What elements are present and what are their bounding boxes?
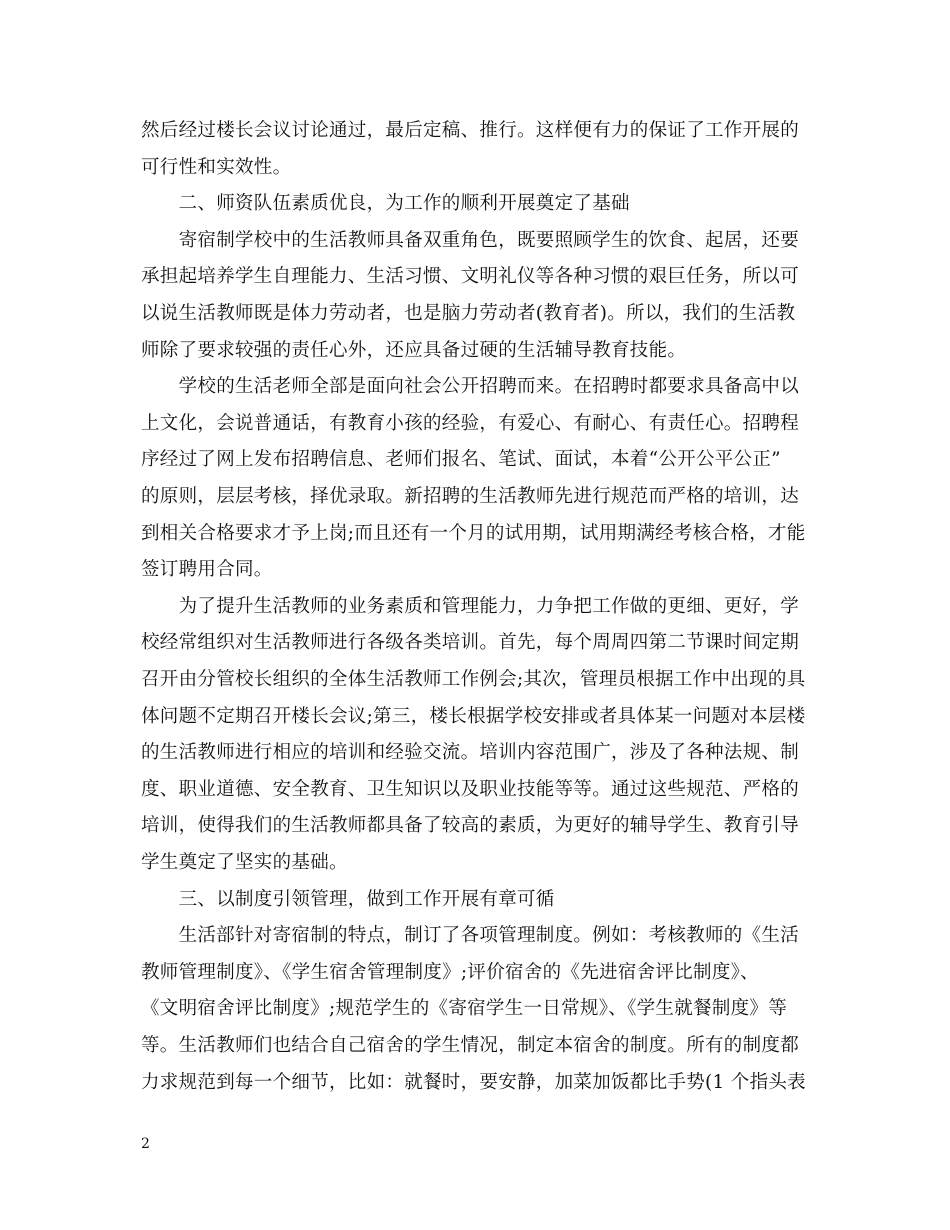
text-line: 生活部针对寄宿制的特点，制订了各项管理制度。例如：考核教师的《生活 bbox=[141, 925, 800, 946]
text-line: 教师管理制度》、《学生宿舍管理制度》;评价宿舍的《先进宿舍评比制度》、 bbox=[141, 962, 759, 983]
text-line: 学生奠定了坚实的基础。 bbox=[141, 852, 348, 873]
text-line: 可行性和实效性。 bbox=[141, 157, 292, 178]
text-line: 等。生活教师们也结合自己宿舍的学生情况，制定本宿舍的制度。所有的制度都 bbox=[141, 1035, 800, 1056]
text-line: 三、以制度引领管理，做到工作开展有章可循 bbox=[141, 889, 555, 910]
text-line: 寄宿制学校中的生活教师具备双重角色，既要照顾学生的饮食、起居，还要 bbox=[141, 230, 800, 251]
text-line: 的生活教师进行相应的培训和经验交流。培训内容范围广，涉及了各种法规、制 bbox=[141, 742, 800, 763]
text-line: 然后经过楼长会议讨论通过，最后定稿、推行。这样便有力的保证了工作开展的 bbox=[141, 120, 800, 141]
text-line: 师除了要求较强的责任心外，还应具备过硬的生活辅导教育技能。 bbox=[141, 340, 687, 361]
text-line: 校经常组织对生活教师进行各级各类培训。首先，每个周周四第二节课时间定期 bbox=[141, 632, 800, 653]
text-line: 度、职业道德、安全教育、卫生知识以及职业技能等等。通过这些规范、严格的 bbox=[141, 779, 800, 800]
text-line: 二、师资队伍素质优良，为工作的顺利开展奠定了基础 bbox=[141, 193, 630, 214]
text-line: 序经过了网上发布招聘信息、老师们报名、笔试、面试，本着“公开公平公正” bbox=[141, 449, 781, 470]
text-line: 以说生活教师既是体力劳动者，也是脑力劳动者(教育者)。所以，我们的生活教 bbox=[141, 303, 796, 324]
text-line: 签订聘用合同。 bbox=[141, 559, 273, 580]
text-line: 体问题不定期召开楼长会议;第三，楼长根据学校安排或者具体某一问题对本层楼 bbox=[141, 706, 806, 727]
text-line: 承担起培养学生自理能力、生活习惯、文明礼仪等各种习惯的艰巨任务，所以可 bbox=[141, 266, 800, 287]
text-line: 到相关合格要求才予上岗;而且还有一个月的试用期，试用期满经考核合格，才能 bbox=[141, 523, 806, 544]
text-line: 学校的生活老师全部是面向社会公开招聘而来。在招聘时都要求具备高中以 bbox=[141, 376, 800, 397]
text-line: 力求规范到每一个细节，比如：就餐时，要安静，加菜加饭都比手势(1 个指头表 bbox=[141, 1072, 806, 1093]
text-line: 的原则，层层考核，择优录取。新招聘的生活教师先进行规范而严格的培训，达 bbox=[141, 486, 800, 507]
page-number: 2 bbox=[141, 1136, 150, 1152]
text-line: 召开由分管校长组织的全体生活教师工作例会;其次，管理员根据工作中出现的具 bbox=[141, 669, 806, 690]
text-line: 为了提升生活教师的业务素质和管理能力，力争把工作做的更细、更好，学 bbox=[141, 596, 800, 617]
text-line: 《文明宿舍评比制度》;规范学生的《寄宿学生一日常规》、《学生就餐制度》等 bbox=[141, 998, 788, 1019]
text-line: 培训，使得我们的生活教师都具备了较高的素质，为更好的辅导学生、教育引导 bbox=[141, 815, 800, 836]
text-line: 上文化，会说普通话，有教育小孩的经验，有爱心、有耐心、有责任心。招聘程 bbox=[141, 413, 800, 434]
